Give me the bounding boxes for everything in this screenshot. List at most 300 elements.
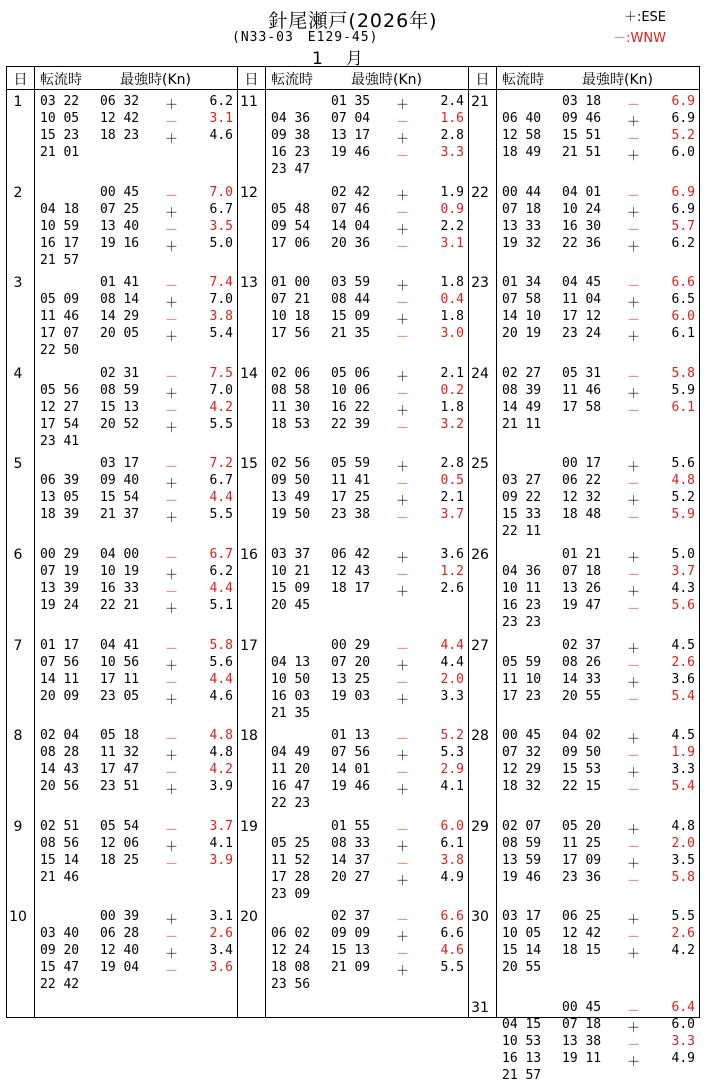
tide-line [469,1068,699,1085]
max-time: 02 37 [331,909,371,925]
day-number: 31 [471,1000,489,1016]
current-speed: 0.4 [440,292,464,308]
slack-time: 12 27 [40,399,80,415]
day-number: 8 [13,728,23,745]
day-entry [238,728,468,819]
tide-line [238,400,468,417]
direction-sign: － [165,856,179,872]
direction-sign: － [396,330,410,346]
max-time: 13 38 [562,1034,602,1049]
tide-line [469,111,699,128]
tide-line [469,909,699,929]
direction-sign: － [627,313,641,329]
max-time: 11 41 [331,473,371,489]
slack-time: 00 29 [40,547,80,562]
max-time: 09 40 [100,473,140,489]
max-time: 03 18 [562,94,602,109]
direction-sign: － [396,568,410,583]
slack-time: 09 20 [40,943,80,959]
tide-line [469,473,699,493]
direction-sign: － [396,239,410,255]
direction-sign: － [396,675,410,691]
slack-time: 10 11 [502,581,542,596]
tide-line [238,672,468,689]
direction-sign: ＋ [165,239,179,255]
slack-time: 06 02 [271,926,311,942]
max-time: 17 58 [562,399,602,415]
direction-sign: － [165,369,179,385]
current-speed: 2.9 [440,762,464,778]
direction-sign: － [627,222,641,238]
direction-sign: ＋ [396,222,410,238]
max-time: 01 21 [562,547,602,562]
direction-sign: ＋ [627,641,641,657]
direction-sign: － [165,115,179,130]
day-number: 9 [13,818,23,835]
day-number: 29 [471,818,489,835]
day-number: 14 [240,365,258,382]
current-speed: 2.4 [440,94,464,109]
direction-sign: ＋ [165,205,179,221]
tide-line [7,94,237,111]
tide-line [238,236,468,253]
day-number: 22 [471,184,489,201]
direction-sign: － [627,403,641,419]
current-speed: 5.6 [209,654,233,670]
slack-time: 22 11 [502,524,542,540]
current-speed: 6.9 [671,111,695,126]
month-label: 1 月 [312,49,366,69]
max-time: 00 45 [562,1000,602,1015]
slack-time: 08 59 [502,835,542,851]
current-speed: 7.5 [209,365,233,381]
current-speed: 6.0 [671,145,695,160]
direction-sign: － [627,602,641,617]
tide-line [469,236,699,253]
current-speed: 6.1 [671,399,695,415]
tide-line [7,275,237,295]
day-entry [238,638,468,729]
direction-sign: － [165,403,179,419]
table-column [469,67,699,1083]
max-time: 11 25 [562,835,602,851]
current-speed: 5.4 [671,779,695,795]
direction-sign: － [627,511,641,527]
day-entry [238,366,468,457]
tide-line [7,111,237,128]
tide-line [238,326,468,346]
slack-time: 18 39 [40,507,80,523]
day-entry [469,547,699,638]
max-time: 08 44 [331,292,371,308]
current-speed: 5.3 [440,745,464,761]
slack-time: 17 07 [40,326,80,342]
slack-time: 15 14 [502,943,542,959]
day-entry [238,547,468,638]
slack-time: 11 30 [271,399,311,415]
direction-sign: － [627,839,641,855]
max-time: 23 38 [331,507,371,523]
day-number: 12 [240,184,258,201]
current-speed: 6.0 [671,1017,695,1032]
day-entry [238,185,468,276]
tide-line [238,275,468,295]
max-time: 06 25 [562,909,602,925]
slack-time: 19 24 [40,598,80,613]
tide-line [238,219,468,236]
day-entry [7,185,237,276]
direction-sign: ＋ [165,511,179,527]
day-entry [469,185,699,276]
max-time: 01 55 [331,818,371,834]
current-speed: 2.6 [440,581,464,596]
slack-time: 21 35 [271,705,311,721]
current-speed: 3.7 [671,564,695,579]
current-speed: 4.5 [671,637,695,653]
day-number: 15 [240,456,258,473]
day-number: 11 [240,94,258,110]
tide-line [469,547,699,564]
current-speed: 4.4 [209,490,233,506]
tide-line [7,473,237,493]
day-number: 3 [13,275,23,292]
current-speed: 3.7 [209,818,233,834]
max-time: 19 47 [562,598,602,613]
max-time: 10 24 [562,201,602,217]
current-speed: 5.9 [671,382,695,398]
tide-line [7,400,237,417]
slack-time: 11 52 [271,852,311,868]
max-time: 23 05 [100,688,140,704]
max-time: 21 51 [562,145,602,160]
current-speed: 6.7 [209,473,233,489]
slack-time: 07 56 [40,654,80,670]
header-separator [34,67,35,89]
tide-line [7,128,237,145]
slack-time: 16 23 [502,598,542,613]
slack-time: 07 58 [502,292,542,308]
tide-line [7,853,237,870]
header-separator [265,67,266,89]
tide-line [469,926,699,946]
slack-time: 14 43 [40,762,80,778]
direction-sign: － [396,477,410,493]
max-time: 06 42 [331,547,371,562]
slack-time: 16 23 [271,145,311,160]
day-entry [469,1000,699,1091]
current-speed: 4.9 [440,869,464,885]
direction-sign: － [165,964,179,980]
tide-line [238,547,468,564]
slack-time: 05 56 [40,382,80,398]
tide-line [469,762,699,782]
tide-line [7,547,237,564]
max-time: 05 20 [562,818,602,834]
tide-line [7,779,237,799]
max-time: 21 37 [100,507,140,523]
max-time: 06 22 [562,473,602,489]
day-number: 26 [471,547,489,563]
tide-line [238,836,468,853]
slack-time: 19 46 [502,869,542,885]
max-time: 07 20 [331,654,371,670]
current-speed: 1.9 [671,745,695,761]
max-time: 12 40 [100,943,140,959]
max-time: 22 36 [562,235,602,251]
slack-time: 03 37 [271,547,311,562]
slack-time: 15 14 [40,852,80,868]
direction-sign: ＋ [627,296,641,312]
direction-sign: ＋ [627,460,641,476]
tide-line [469,819,699,836]
slack-time: 02 51 [40,818,80,834]
current-speed: 2.2 [440,218,464,234]
current-speed: 7.0 [209,184,233,200]
current-speed: 4.2 [209,399,233,415]
tide-line [7,326,237,346]
day-number: 5 [13,456,23,473]
slack-time: 06 40 [502,111,542,126]
current-speed: 2.6 [671,654,695,670]
slack-time: 01 34 [502,275,542,291]
max-time: 12 42 [100,111,140,126]
day-number: 10 [9,909,27,926]
max-time: 10 06 [331,382,371,398]
current-speed: 6.2 [209,94,233,109]
slack-time: 11 20 [271,762,311,778]
day-number: 23 [471,275,489,292]
direction-sign: ＋ [165,330,179,346]
tide-line [238,309,468,329]
slack-time: 03 27 [502,473,542,489]
direction-sign: ＋ [627,1055,641,1070]
current-speed: 5.2 [671,128,695,143]
slack-time: 16 47 [271,779,311,795]
header-max: 最強時(Kn) [582,72,653,88]
tide-line [7,819,237,836]
current-speed: 4.9 [671,1051,695,1066]
slack-time: 04 36 [271,111,311,126]
direction-sign: ＋ [165,477,179,493]
current-speed: 2.6 [209,926,233,942]
current-speed: 0.2 [440,382,464,398]
max-time: 16 33 [100,581,140,596]
slack-time: 01 17 [40,637,80,653]
max-time: 14 37 [331,852,371,868]
max-time: 08 26 [562,654,602,670]
direction-sign: － [396,913,410,929]
tide-line [7,870,237,887]
direction-sign: ＋ [165,602,179,617]
max-time: 05 54 [100,818,140,834]
day-entry [238,819,468,910]
day-number: 25 [471,456,489,473]
tide-line [238,762,468,782]
tide-line [238,490,468,510]
direction-sign: ＋ [627,585,641,600]
current-speed: 3.0 [440,326,464,342]
current-speed: 3.6 [209,960,233,976]
direction-sign: － [165,279,179,295]
tide-line [7,581,237,598]
slack-time: 15 09 [271,581,311,596]
direction-sign: ＋ [396,98,410,113]
direction-sign: － [627,658,641,674]
slack-time: 23 23 [502,615,542,630]
tide-line [238,581,468,598]
direction-sign: － [627,369,641,385]
day-number: 7 [13,637,23,654]
direction-sign: － [627,98,641,113]
max-time: 18 15 [562,943,602,959]
slack-time: 22 23 [271,796,311,812]
direction-sign: － [396,947,410,963]
current-speed: 4.4 [440,654,464,670]
slack-time: 04 13 [271,654,311,670]
direction-sign: ＋ [627,766,641,782]
current-speed: 1.2 [440,564,464,579]
tide-line [7,564,237,581]
current-speed: 5.8 [671,365,695,381]
slack-time: 09 50 [271,473,311,489]
max-time: 22 15 [562,779,602,795]
current-speed: 2.1 [440,490,464,506]
tide-line [469,779,699,799]
tide-line [7,655,237,672]
max-time: 09 09 [331,926,371,942]
direction-sign: ＋ [627,822,641,838]
max-time: 20 36 [331,235,371,251]
max-time: 15 51 [562,128,602,143]
tide-line [7,672,237,689]
direction-sign: ＋ [396,188,410,204]
direction-sign: － [627,692,641,708]
direction-sign: ＋ [627,551,641,566]
header-slack: 転流時 [271,72,313,88]
direction-sign: － [165,551,179,566]
slack-time: 17 56 [271,326,311,342]
tide-line [7,836,237,853]
tide-line [469,598,699,615]
current-speed: 5.7 [671,218,695,234]
current-speed: 5.5 [209,507,233,523]
slack-time: 22 50 [40,343,80,359]
day-number: 19 [240,818,258,835]
direction-sign: － [396,420,410,436]
tide-line [238,507,468,527]
day-entry [7,728,237,819]
slack-time: 09 38 [271,128,311,143]
slack-time: 14 49 [502,399,542,415]
day-number: 18 [240,728,258,745]
max-time: 00 39 [100,909,140,925]
slack-time: 00 45 [502,728,542,744]
slack-time: 03 17 [502,909,542,925]
max-time: 04 45 [562,275,602,291]
max-time: 04 41 [100,637,140,653]
current-speed: 7.4 [209,275,233,291]
day-number: 21 [471,94,489,110]
tide-line [7,926,237,946]
slack-time: 13 05 [40,490,80,506]
slack-time: 20 56 [40,779,80,795]
slack-time: 02 04 [40,728,80,744]
current-speed: 0.9 [440,201,464,217]
tide-line [469,383,699,400]
tide-line [469,1000,699,1017]
max-time: 15 54 [100,490,140,506]
current-speed: 5.5 [209,416,233,432]
max-time: 13 26 [562,581,602,596]
direction-sign: ＋ [396,692,410,708]
tide-line [238,473,468,493]
current-speed: 6.4 [671,1000,695,1015]
direction-sign: － [627,749,641,765]
direction-sign: － [627,873,641,889]
tide-line [469,507,699,527]
max-time: 13 25 [331,671,371,687]
direction-sign: － [627,132,641,147]
current-speed: 4.3 [671,581,695,596]
tide-line [469,728,699,748]
max-time: 16 22 [331,399,371,415]
slack-time: 16 17 [40,235,80,251]
tide-line [7,253,237,270]
slack-time: 23 41 [40,433,80,449]
day-entry [469,909,699,1000]
current-speed: 6.0 [671,309,695,325]
slack-time: 05 59 [502,654,542,670]
direction-sign: ＋ [165,839,179,855]
current-speed: 4.4 [209,671,233,687]
slack-time: 22 42 [40,977,80,993]
header-max: 最強時(Kn) [351,72,422,88]
slack-time: 18 32 [502,779,542,795]
tide-line [7,236,237,253]
direction-sign: － [627,188,641,204]
slack-time: 13 59 [502,852,542,868]
tide-line [7,383,237,400]
tide-line [469,202,699,219]
current-speed: 5.0 [209,235,233,251]
tide-line [238,564,468,581]
tide-line [469,456,699,476]
max-time: 07 18 [562,564,602,579]
current-speed: 5.5 [671,909,695,925]
current-speed: 2.1 [440,365,464,381]
direction-sign: ＋ [396,749,410,765]
current-speed: 3.7 [440,507,464,523]
day-number: 20 [240,909,258,926]
tide-line [7,638,237,655]
day-entry [469,94,699,185]
max-time: 16 30 [562,218,602,234]
slack-time: 17 23 [502,688,542,704]
max-time: 02 31 [100,365,140,381]
current-speed: 5.6 [671,456,695,472]
column-header [7,67,237,90]
day-number: 6 [13,547,23,563]
tide-line [238,128,468,145]
tide-line [7,745,237,765]
slack-time: 13 39 [40,581,80,596]
legend-wnw: －:WNW [613,31,666,46]
direction-sign: － [627,930,641,946]
header-separator [496,67,497,89]
slack-time: 16 03 [271,688,311,704]
direction-sign: ＋ [627,1021,641,1036]
slack-time: 15 23 [40,128,80,143]
